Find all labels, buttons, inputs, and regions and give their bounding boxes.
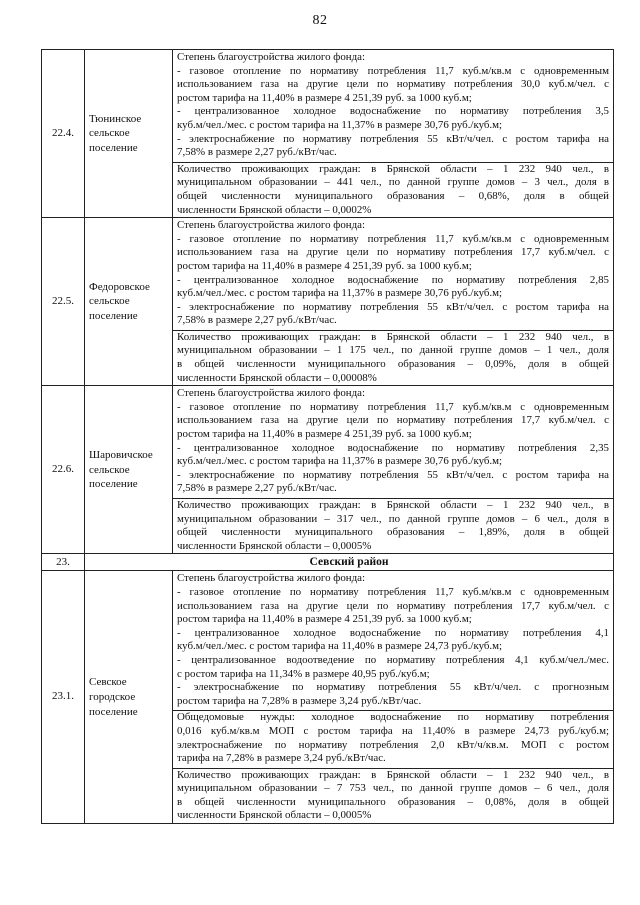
settlement-name-line: поселение — [89, 478, 138, 491]
amenities-line: куб.м/чел./мес. с ростом тарифа на 11,37% в размере 30,76 руб./куб.м; — [177, 118, 503, 131]
common-house-needs-block — [177, 710, 609, 765]
amenities-line: - централизованное холодное водоснабжение по нормативу потребления 4,1 — [177, 626, 609, 639]
population-line: в общей численности муниципального образования – 0,08%, доля в общей — [177, 795, 609, 808]
amenities-line: куб.м/чел./мес. с ростом тарифа на 11,40% в размере 24,73 руб./куб.м; — [177, 640, 503, 653]
amenities-line: куб.м/чел./мес. с ростом тарифа на 11,37% в размере 30,76 руб./куб.м; — [177, 287, 503, 300]
amenities-line: ростом тарифа на 11,40% в размере 4 251,39 руб. за 1000 куб.м; — [177, 428, 472, 441]
amenities-line: использованием газа на другие цели по нормативу потребления 17,7 куб.м/чел. с — [177, 414, 609, 427]
population-block — [177, 330, 609, 385]
amenities-block — [177, 51, 609, 160]
population-block — [177, 162, 609, 217]
population-line: муниципальном образовании – 1 175 чел., по данной группе домов – 1 чел., доля — [177, 344, 609, 357]
amenities-line: - электроснабжение по нормативу потребления 55 кВт/ч/чел. с ростом тарифа на — [177, 300, 609, 313]
common-house-needs-line: 0,016 куб.м/кв.м МОП с ростом тарифа на 11,40% в размере 24,73 руб./куб.м; — [177, 724, 609, 737]
population-line: муниципальном образовании – 317 чел., по данной группе домов – 6 чел., доля в — [177, 512, 609, 525]
amenities-line: - централизованное холодное водоснабжение по нормативу потребления 2,85 — [177, 273, 609, 286]
settlement-name-line: поселение — [89, 705, 138, 718]
amenities-block — [177, 572, 609, 708]
row-description — [173, 50, 614, 218]
amenities-line: - газовое отопление по нормативу потребления 11,7 куб.м/кв.м с одновременным — [177, 585, 609, 598]
amenities-line: ростом тарифа на 7,28% в размере 3,24 руб./кВт/час. — [177, 694, 422, 707]
amenities-line: - газовое отопление по нормативу потребления 11,7 куб.м/кв.м с одновременным — [177, 64, 609, 77]
page-number: 82 — [312, 13, 328, 28]
row-number: 22.5. — [42, 218, 85, 386]
table-row — [42, 571, 614, 824]
population-line: в общей численности муниципального образования – 0,09%, доля в общей — [177, 358, 609, 371]
settlement-name-line: сельское — [89, 295, 130, 308]
common-house-needs-line: электроснабжение по нормативу потребления 2,0 кВт/ч/кв.м. МОП с ростом — [177, 738, 609, 751]
population-line: численности Брянской области – 0,0002% — [177, 203, 372, 216]
settlement-name — [85, 571, 173, 824]
amenities-line: с ростом тарифа на 11,34% в размере 40,95 руб./куб.м; — [177, 667, 430, 680]
settlement-name-line: поселение — [89, 141, 138, 154]
settlement-name-line: Шаровичское — [89, 448, 153, 461]
amenities-line: ростом тарифа на 11,40% в размере 4 251,39 руб. за 1000 куб.м; — [177, 613, 472, 626]
amenities-block — [177, 387, 609, 496]
population-block — [177, 768, 609, 823]
row-number: 22.6. — [42, 386, 85, 554]
settlement-name-line: сельское — [89, 463, 130, 476]
table-row — [42, 386, 614, 554]
amenities-line: куб.м/чел./мес. с ростом тарифа на 11,37% в размере 30,76 руб./куб.м; — [177, 455, 503, 468]
amenities-line: 7,58% в размере 2,27 руб./кВт/час. — [177, 146, 337, 159]
section-title: Севский район — [85, 554, 614, 571]
settlement-name — [85, 386, 173, 554]
settlement-name-line: поселение — [89, 309, 138, 322]
amenities-line: ростом тарифа на 11,40% в размере 4 251,39 руб. за 1000 куб.м; — [177, 259, 472, 272]
tariff-table — [41, 49, 614, 824]
row-description — [173, 571, 614, 824]
section-number: 23. — [42, 554, 85, 571]
settlement-name — [85, 50, 173, 218]
population-line: общей численности муниципального образования – 1,89%, доля в общей — [177, 526, 609, 539]
common-house-needs-line: тарифа на 7,28% в размере 3,24 руб./кВт/час. — [177, 752, 386, 765]
row-description — [173, 218, 614, 386]
settlement-name-line: Федоровское — [89, 280, 150, 293]
amenities-heading: Степень благоустройства жилого фонда: — [177, 51, 366, 63]
amenities-line: - электроснабжение по нормативу потребления 55 кВт/ч/чел. с прогнозным — [177, 681, 609, 694]
population-block — [177, 498, 609, 553]
amenities-line: использованием газа на другие цели по нормативу потребления 17,7 куб.м/чел. с — [177, 246, 609, 259]
population-line: численности Брянской области – 0,0005% — [177, 539, 372, 552]
amenities-block — [177, 219, 609, 328]
population-line: муниципальном образовании – 441 чел., по данной группе домов – 3 чел., доля в — [177, 176, 609, 189]
row-number: 22.4. — [42, 50, 85, 218]
row-number: 23.1. — [42, 571, 85, 824]
amenities-line: использованием газа на другие цели по нормативу потребления 30,0 куб.м/чел. с — [177, 78, 609, 91]
amenities-line: - централизованное водоотведение по нормативу потребления 4,1 куб.м/чел./мес. — [177, 653, 609, 666]
population-line: Количество проживающих граждан: в Брянской области – 1 232 940 чел., в — [177, 330, 609, 343]
settlement-name-line: сельское — [89, 127, 130, 140]
amenities-heading: Степень благоустройства жилого фонда: — [177, 219, 366, 232]
population-line: Количество проживающих граждан: в Брянской области – 1 232 940 чел., в — [177, 499, 609, 511]
population-line: общей численности муниципального образования – 0,68%, доля в общей — [177, 189, 609, 202]
amenities-line: - электроснабжение по нормативу потребления 55 кВт/ч/чел. с ростом тарифа на — [177, 468, 609, 481]
amenities-line: ростом тарифа на 11,40% в размере 4 251,39 руб. за 1000 куб.м; — [177, 91, 472, 104]
amenities-line: - централизованное холодное водоснабжение по нормативу потребления 2,35 — [177, 441, 609, 454]
section-row — [42, 554, 614, 571]
common-house-needs-line: Общедомовые нужды: холодное водоснабжение по нормативу потребления — [177, 711, 609, 724]
population-line: муниципальном образовании – 7 753 чел., по данной группе домов – 6 чел., доля — [177, 782, 609, 795]
population-line: численности Брянской области – 0,0005% — [177, 809, 372, 822]
settlement-name — [85, 218, 173, 386]
amenities-heading: Степень благоустройства жилого фонда: — [177, 387, 366, 400]
amenities-line: - газовое отопление по нормативу потребления 11,7 куб.м/кв.м с одновременным — [177, 400, 609, 413]
population-line: Количество проживающих граждан: в Брянской области – 1 232 940 чел., в — [177, 162, 609, 175]
amenities-line: 7,58% в размере 2,27 руб./кВт/час. — [177, 314, 337, 327]
amenities-line: использованием газа на другие цели по нормативу потребления 17,7 куб.м/чел. с — [177, 599, 609, 612]
settlement-name-line: Тюнинское — [89, 112, 142, 125]
row-description — [173, 386, 614, 554]
population-line: Количество проживающих граждан: в Брянской области – 1 232 940 чел., в — [177, 768, 609, 781]
amenities-line: - электроснабжение по нормативу потребления 55 кВт/ч/чел. с ростом тарифа на — [177, 132, 609, 145]
amenities-line: - газовое отопление по нормативу потребления 11,7 куб.м/кв.м с одновременным — [177, 232, 609, 245]
population-line: численности Брянской области – 0,00008% — [177, 371, 377, 384]
settlement-name-line: городское — [89, 690, 136, 703]
amenities-line: 7,58% в размере 2,27 руб./кВт/час. — [177, 482, 337, 495]
settlement-name-line: Севское — [89, 676, 127, 689]
table-row — [42, 218, 614, 386]
table-row — [42, 50, 614, 218]
amenities-heading: Степень благоустройства жилого фонда: — [177, 572, 366, 585]
amenities-line: - централизованное холодное водоснабжение по нормативу потребления 3,5 — [177, 105, 609, 118]
